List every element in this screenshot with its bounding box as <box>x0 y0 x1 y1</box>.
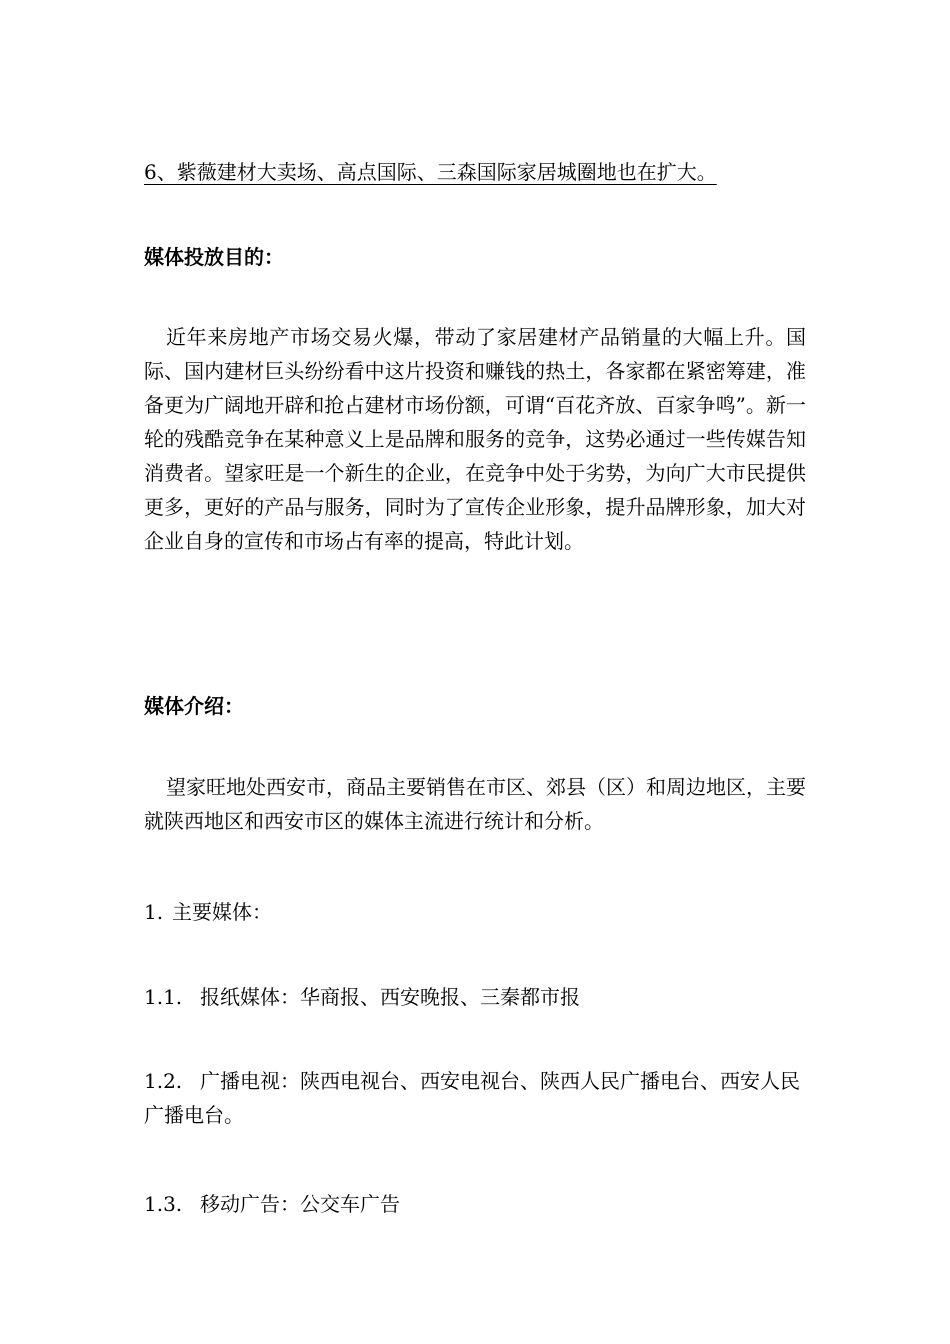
heading-media-purpose: 媒体投放目的： <box>144 245 284 269</box>
heading-media-introduction: 媒体介绍： <box>144 694 244 718</box>
list-item-1-2 <box>144 1064 806 1132</box>
list-item-text: 移动广告：公交车广告 <box>200 1192 400 1216</box>
list-item-number: 1.3. <box>144 1192 183 1216</box>
list-item-text: 广播电视：陕西电视台、西安电视台、陕西人民广播电台、西安人民广播电台。 <box>144 1069 800 1127</box>
list-item-number: 1.1. <box>144 985 183 1009</box>
list-item-text: 主要媒体： <box>172 900 272 924</box>
list-item-text: 报纸媒体：华商报、西安晚报、三秦都市报 <box>200 985 580 1009</box>
list-item-1-3 <box>144 1187 806 1221</box>
item-6-line: 6、紫薇建材大卖场、高点国际、三森国际家居城圈地也在扩大。 <box>144 160 717 184</box>
list-item-number: 1.2. <box>144 1069 183 1093</box>
list-item-1 <box>144 895 806 929</box>
paragraph-media-introduction: 望家旺地处西安市，商品主要销售在市区、郊县（区）和周边地区，主要就陕西地区和西安市区的媒体主流进行统计和分析。 <box>144 775 806 833</box>
list-item-1-1 <box>144 980 806 1014</box>
list-item-number: 1. <box>144 900 164 924</box>
paragraph-media-purpose: 近年来房地产市场交易火爆，带动了家居建材产品销量的大幅上升。国际、国内建材巨头纷纷看中这片投资和赚钱的热土，各家都在紧密筹建，准备更为广阔地开辟和抢占建材市场份额，可谓“百花齐放、百家争鸣”。新一轮的残酷竞争在某种意义上是品牌和服务的竞争，这势必通过一些传媒告知消费者。望家旺是一个新生的企业，在竞争中处于劣势，为向广大市民提供更多，更好的产品与服务，同时为了宣传企业形象，提升品牌形象，加大对企业自身的宣传和市场占有率的提高，特此计划。 <box>144 325 806 553</box>
